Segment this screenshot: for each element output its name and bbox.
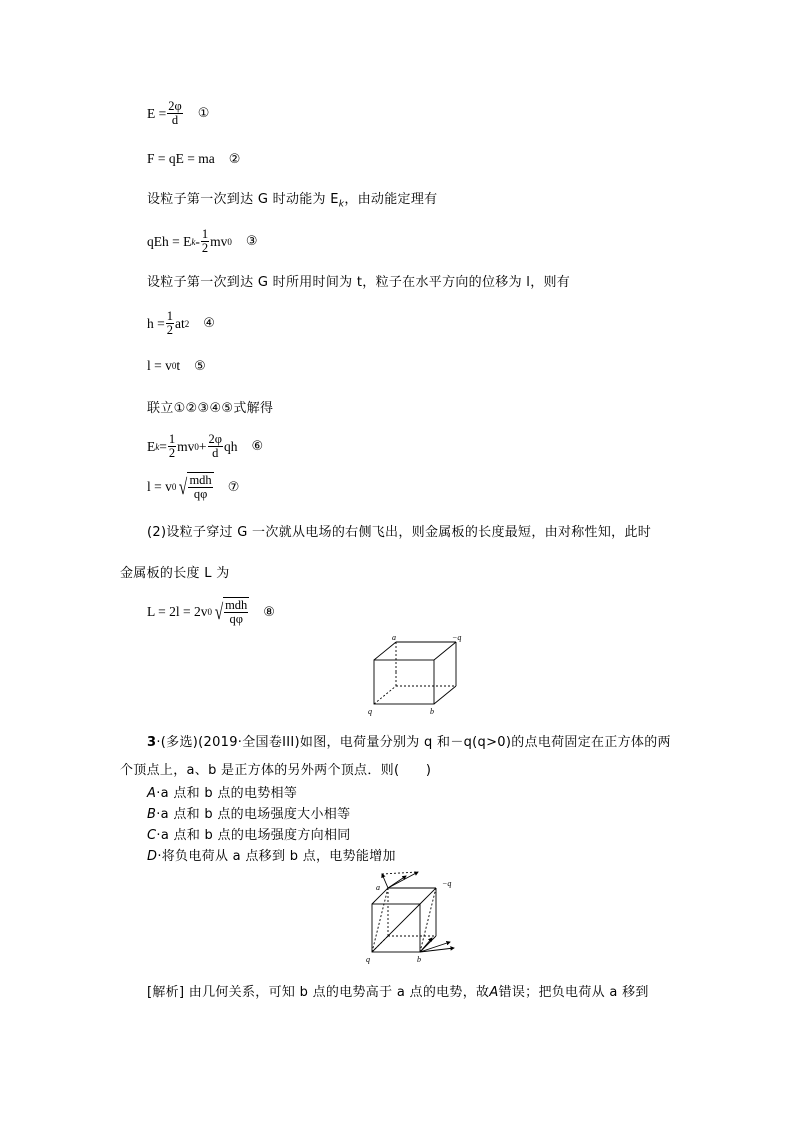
equation-6: [147, 433, 263, 460]
analysis-tag: [解析]: [147, 985, 185, 1000]
text-line-5: 联立①②③④⑤式解得: [147, 401, 274, 416]
cube1-front-face: [374, 660, 434, 704]
fig2-label-q: q: [366, 955, 370, 964]
eq1-lhs: E =: [147, 105, 167, 121]
eq8-sub: 0: [207, 607, 212, 617]
eq1-mark: ①: [197, 106, 210, 121]
option-d[interactable]: [147, 848, 396, 866]
eq7-sqrt: √ $\frac{\text{mdh}}{q\varphi}$: [179, 473, 212, 501]
eq2-mark: ②: [228, 151, 241, 167]
fig1-label-negq: −q: [452, 633, 462, 642]
eq3-lhs: qEh = E: [147, 233, 192, 249]
eq6-fraction-2: [208, 433, 223, 460]
eq3-sub: k: [191, 236, 196, 247]
cube-figure-2: [362, 868, 462, 968]
eq5-lhs: l = v: [147, 358, 172, 373]
analysis-text: 由几何关系，可知 b 点的电势高于 a 点的电势，故: [188, 985, 490, 1000]
analysis-line: [147, 984, 649, 1002]
equation-2: [147, 151, 240, 167]
option-b-text: ·a 点和 b 点的电场强度大小相等: [156, 807, 351, 822]
eq2-text: F = qE = ma: [147, 151, 215, 166]
eq1-num: 2φ: [168, 99, 182, 113]
eq6-sub: k: [155, 441, 160, 452]
option-b-letter: B: [147, 807, 157, 822]
line3-text: 设粒子第一次到达 G 时动能为 E: [147, 192, 339, 207]
eq6-fraction-1: [168, 433, 176, 460]
eq8-mark: ⑧: [263, 604, 275, 620]
eq5-sub: 0: [171, 361, 177, 371]
question-3-head: [147, 734, 671, 752]
eq8-den: qφ: [229, 612, 243, 626]
eq7-num: mdh: [189, 473, 212, 487]
line3-sub: k: [338, 199, 345, 210]
question-number: 3: [147, 735, 157, 750]
option-a-text: ·a 点和 b 点的电势相等: [156, 786, 298, 801]
eq4-den: 2: [166, 323, 173, 337]
analysis-text-2: 错误；把负电荷从 a 移到: [498, 985, 649, 1000]
option-a[interactable]: [147, 785, 297, 803]
fig1-label-q: q: [368, 707, 372, 716]
eq7-mark: ⑦: [227, 479, 240, 495]
option-c-text: ·a 点和 b 点的电场强度方向相同: [156, 828, 351, 843]
eq6-tail: qh: [223, 438, 238, 454]
eq4-fraction: [166, 310, 174, 337]
line3-tail: ，由动能定理有: [344, 192, 438, 207]
equation-7: [147, 472, 239, 502]
option-c-letter: C: [147, 828, 157, 843]
eq6-num1: 1: [168, 432, 176, 446]
question-3-cont: 个顶点上，a、b 是正方体的另外两个顶点．则( ): [120, 763, 432, 778]
eq3-minus: -: [195, 233, 200, 249]
eq6-plus: +: [198, 438, 207, 454]
option-d-letter: D: [147, 849, 158, 864]
eq1-den: d: [171, 113, 179, 127]
cube-figure-1: [362, 632, 462, 722]
eq3-sup: 0: [227, 236, 232, 247]
option-d-text: ·将负电荷从 a 点移到 b 点，电势能增加: [157, 849, 396, 864]
equation-8: [147, 597, 275, 627]
eq6-mark: ⑥: [251, 439, 264, 454]
fig1-label-b: b: [430, 707, 434, 716]
option-c[interactable]: [147, 827, 351, 845]
eq6-eq: =: [159, 438, 167, 454]
eq4-lhs: h =: [147, 315, 165, 331]
eq5-tail: t: [176, 358, 181, 373]
fig2-label-negq: −q: [442, 879, 452, 888]
eq3-den: 2: [201, 241, 209, 255]
eq8-num: mdh: [225, 598, 248, 612]
eq4-tail: at: [175, 315, 185, 331]
eq6-den2: d: [212, 446, 219, 460]
eq5-mark: ⑤: [194, 358, 206, 374]
equation-5: [147, 358, 206, 374]
eq3-num: 1: [201, 227, 209, 241]
eq3-fraction: [201, 228, 209, 255]
eq7-den: qφ: [193, 487, 208, 501]
option-b[interactable]: [147, 806, 350, 824]
option-a-letter: A: [147, 786, 157, 801]
text-line-3: [147, 191, 437, 214]
equation-4: [147, 310, 215, 337]
text-line-6: (2)设粒子穿过 G 一次就从电场的右侧飞出，则金属板的长度最短，由对称性知，此时: [147, 525, 652, 540]
eq8-sqrt: √ $\frac{\text{mdh}}{q\varphi}$: [214, 598, 248, 626]
eq4-sup: 2: [184, 318, 190, 329]
fig2-label-b: b: [417, 955, 421, 964]
question-head-text: ·(多选)(2019·全国卷III)如图，电荷量分别为 q 和－q(q>0)的点电荷固定在正方体的两: [156, 735, 671, 750]
eq4-num: 1: [166, 309, 173, 323]
eq6-lhs: E: [147, 438, 156, 454]
eq6-den1: 2: [168, 446, 176, 460]
equation-3: [147, 228, 258, 255]
fig2-label-a: a: [376, 883, 380, 892]
text-line-4: 设粒子第一次到达 G 时所用时间为 t，粒子在水平方向的位移为 l，则有: [147, 275, 571, 290]
eq1-fraction: [167, 100, 182, 127]
eq7-sub: 0: [171, 482, 177, 492]
eq6-mid: mv: [177, 438, 195, 454]
eq3-tail: mv: [210, 233, 228, 249]
fig1-label-a: a: [392, 633, 396, 642]
eq7-lhs: l = v: [147, 479, 172, 494]
eq3-mark: ③: [245, 234, 258, 249]
eq6-sup: 0: [194, 441, 199, 452]
text-line-7: 金属板的长度 L 为: [120, 566, 230, 581]
eq4-mark: ④: [203, 316, 215, 331]
analysis-option-a: A: [489, 985, 499, 1000]
equation-1: [147, 100, 209, 127]
eq6-num2: 2φ: [208, 432, 222, 446]
eq8-lhs: L = 2l = 2v: [147, 604, 208, 619]
